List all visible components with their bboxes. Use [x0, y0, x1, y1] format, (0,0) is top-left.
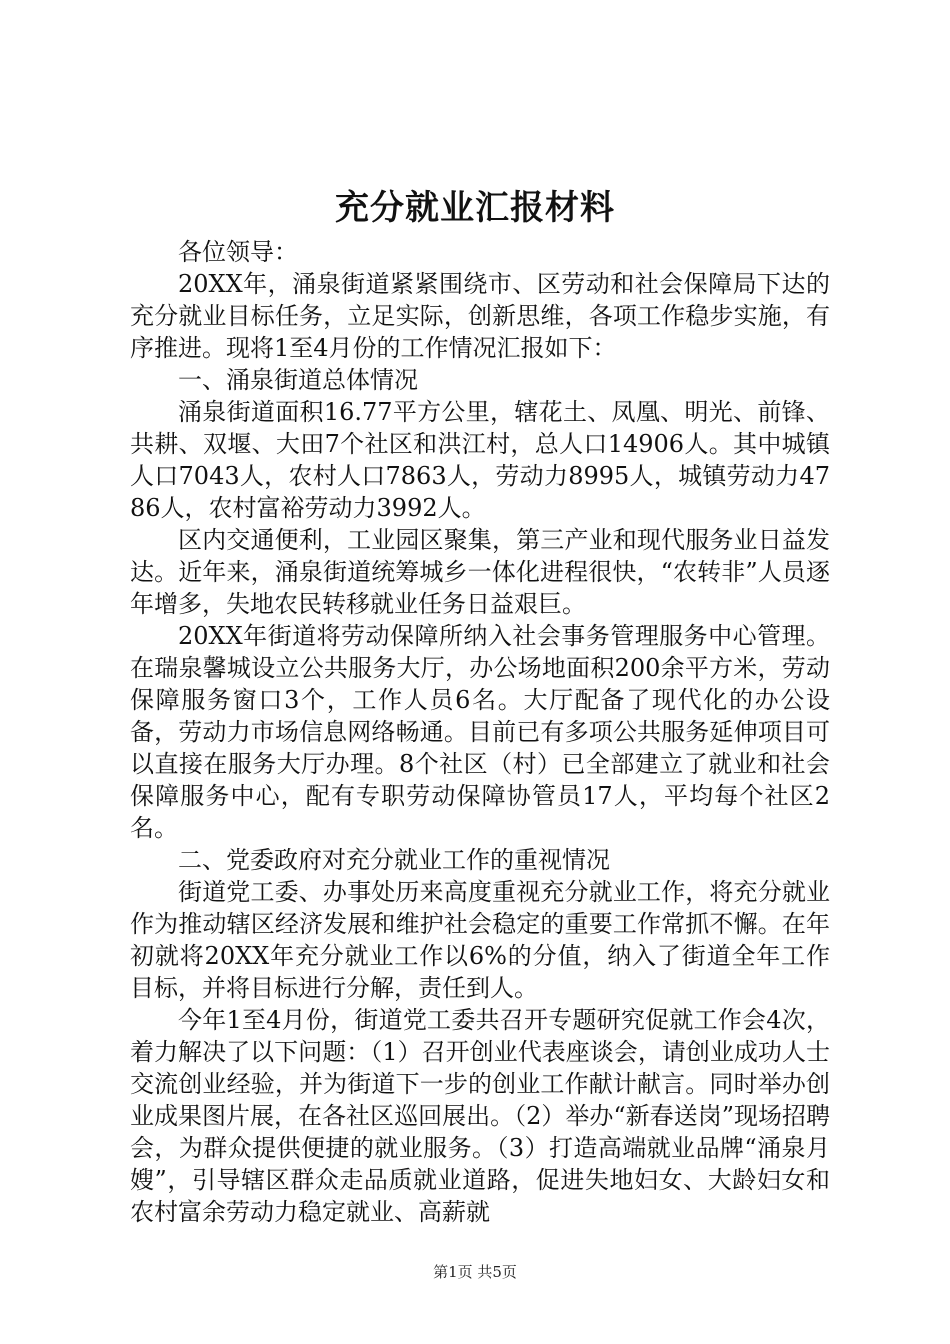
paragraph-priority: 街道党工委、办事处历来高度重视充分就业工作，将充分就业作为推动辖区经济发展和维护社会稳定的重要工作常抓不懈。在年初就将20XX年充分就业工作以6%的分值，纳入了街道全年工作目标，并将目标进行分解，责任到人。: [130, 878, 830, 1002]
document-title: 充分就业汇报材料: [335, 188, 615, 228]
section-heading-2: 二、党委政府对充分就业工作的重视情况: [178, 846, 610, 874]
salutation: 各位领导：: [178, 238, 298, 266]
paragraph-overview: 涌泉街道面积16.77平方公里，辖花土、凤凰、明光、前锋、共耕、双堰、大田7个社区和洪江村，总人口14906人。其中城镇人口7043人，农村人口7863人，劳动力8995人，城镇劳动力4786人，农村富裕劳动力3992人。: [130, 398, 830, 522]
paragraph-service-center: 20XX年街道将劳动保障所纳入社会事务管理服务中心管理。在瑞泉馨城设立公共服务大厅，办公场地面积200余平方米，劳动保障服务窗口3个，工作人员6名。大厅配备了现代化的办公设备，劳动力市场信息网络畅通。目前已有多项公共服务延伸项目可以直接在服务大厅办理。8个社区（村）已全部建立了就业和社会保障服务中心，配有专职劳动保障协管员17人，平均每个社区2名。: [130, 622, 830, 842]
intro-paragraph: 20XX年，涌泉街道紧紧围绕市、区劳动和社会保障局下达的充分就业目标任务，立足实际，创新思维，各项工作稳步实施，有序推进。现将1至4月份的工作情况汇报如下：: [130, 270, 830, 362]
section-heading-1: 一、涌泉街道总体情况: [178, 366, 418, 394]
paragraph-meetings: 今年1至4月份，街道党工委共召开专题研究促就工作会4次，着力解决了以下问题：（1）召开创业代表座谈会，请创业成功人士交流创业经验，并为街道下一步的创业工作献计献言。同时举办创业成果图片展，在各社区巡回展出。（2）举办“新春送岗”现场招聘会，为群众提供便捷的就业服务。（3）打造高端就业品牌“涌泉月嫂”，引导辖区群众走品质就业道路，促进失地妇女、大龄妇女和农村富余劳动力稳定就业、高薪就: [130, 1006, 830, 1226]
document-body: [130, 236, 830, 1228]
page-number: 第1页 共5页: [433, 1263, 517, 1281]
paragraph-development: 区内交通便利，工业园区聚集，第三产业和现代服务业日益发达。近年来，涌泉街道统筹城乡一体化进程很快，“农转非”人员逐年增多，失地农民转移就业任务日益艰巨。: [130, 526, 830, 618]
